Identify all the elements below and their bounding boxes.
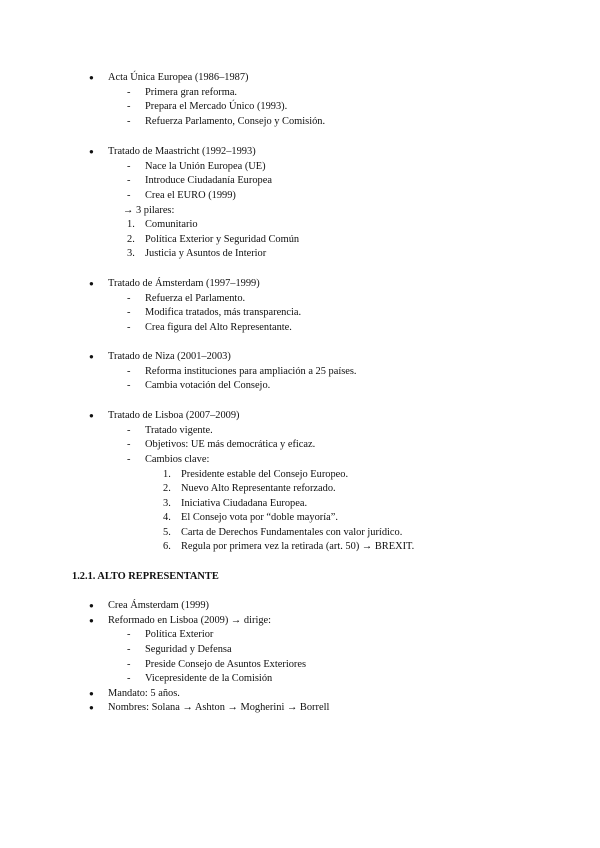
item-number: 2.	[127, 234, 135, 245]
bullet-marker: ●	[89, 352, 94, 361]
key-change-item: Regula por primera vez la retirada (art. 50) → BREXIT.	[181, 541, 415, 552]
section-heading: 1.2.1. ALTO REPRESENTANTE	[72, 571, 219, 582]
sub-item: Introduce Ciudadanía Europea	[145, 175, 272, 186]
key-change-item: Presidente estable del Consejo Europeo.	[181, 469, 349, 480]
dash-marker: -	[127, 87, 131, 98]
sub-item: Refuerza el Parlamento.	[145, 293, 246, 304]
bullet-marker: ●	[89, 616, 94, 625]
dash-marker: -	[127, 190, 131, 201]
item-number: 1.	[163, 469, 171, 480]
sub-item: Cambia votación del Consejo.	[145, 380, 271, 391]
duty-item: Política Exterior	[145, 629, 214, 640]
dash-marker: -	[127, 116, 131, 127]
sub-item: Prepara el Mercado Único (1993).	[145, 101, 288, 112]
bullet-marker: ●	[89, 411, 94, 420]
sub-item: Crea el EURO (1999)	[145, 190, 236, 201]
dash-marker: -	[127, 644, 131, 655]
dash-marker: -	[127, 659, 131, 670]
bullet-text: Crea Ámsterdam (1999)	[108, 600, 209, 611]
names-text: Nombres: Solana → Ashton → Mogherini → Borrell	[108, 702, 330, 713]
bullet-text: Reformado en Lisboa (2009) → dirige:	[108, 615, 272, 626]
bullet-marker: ●	[89, 73, 94, 82]
item-number: 5.	[163, 527, 171, 538]
key-change-item: Iniciativa Ciudadana Europea.	[181, 498, 308, 509]
section-title: Tratado de Ámsterdam (1997–1999)	[108, 278, 260, 289]
duty-item: Seguridad y Defensa	[145, 644, 232, 655]
sub-item: Reforma instituciones para ampliación a 25 países.	[145, 366, 357, 377]
section-title: Tratado de Lisboa (2007–2009)	[108, 410, 240, 421]
section-title: Acta Única Europea (1986–1987)	[108, 72, 249, 83]
item-number: 1.	[127, 219, 135, 230]
mandate-text: Mandato: 5 años.	[108, 688, 180, 699]
bullet-marker: ●	[89, 703, 94, 712]
duty-item: Preside Consejo de Asuntos Exteriores	[145, 659, 307, 670]
dash-marker: -	[127, 380, 131, 391]
bullet-marker: ●	[89, 147, 94, 156]
pillars-label: → 3 pilares:	[123, 205, 175, 216]
section-title: Tratado de Niza (2001–2003)	[108, 351, 231, 362]
dash-marker: -	[127, 439, 131, 450]
sub-item: Modifica tratados, más transparencia.	[145, 307, 302, 318]
sub-item: Cambios clave:	[145, 454, 210, 465]
dash-marker: -	[127, 307, 131, 318]
dash-marker: -	[127, 175, 131, 186]
bullet-marker: ●	[89, 689, 94, 698]
key-change-item: El Consejo vota por “doble mayoría”.	[181, 512, 338, 523]
sub-item: Tratado vigente.	[145, 425, 213, 436]
item-number: 2.	[163, 483, 171, 494]
pillar-item: Comunitario	[145, 219, 198, 230]
sub-item: Nace la Unión Europea (UE)	[145, 161, 266, 172]
bullet-marker: ●	[89, 601, 94, 610]
sub-item: Refuerza Parlamento, Consejo y Comisión.	[145, 116, 326, 127]
duty-item: Vicepresidente de la Comisión	[145, 673, 273, 684]
item-number: 6.	[163, 541, 171, 552]
section-title: Tratado de Maastricht (1992–1993)	[108, 146, 256, 157]
dash-marker: -	[127, 629, 131, 640]
pillar-item: Política Exterior y Seguridad Común	[145, 234, 300, 245]
dash-marker: -	[127, 161, 131, 172]
dash-marker: -	[127, 425, 131, 436]
item-number: 4.	[163, 512, 171, 523]
bullet-marker: ●	[89, 279, 94, 288]
dash-marker: -	[127, 101, 131, 112]
sub-item: Objetivos: UE más democrática y eficaz.	[145, 439, 316, 450]
dash-marker: -	[127, 293, 131, 304]
dash-marker: -	[127, 366, 131, 377]
sub-item: Primera gran reforma.	[145, 87, 238, 98]
key-change-item: Nuevo Alto Representante reforzado.	[181, 483, 336, 494]
item-number: 3.	[127, 248, 135, 259]
key-change-item: Carta de Derechos Fundamentales con valor jurídico.	[181, 527, 403, 538]
dash-marker: -	[127, 454, 131, 465]
dash-marker: -	[127, 322, 131, 333]
item-number: 3.	[163, 498, 171, 509]
sub-item: Crea figura del Alto Representante.	[145, 322, 292, 333]
pillar-item: Justicia y Asuntos de Interior	[145, 248, 267, 259]
dash-marker: -	[127, 673, 131, 684]
